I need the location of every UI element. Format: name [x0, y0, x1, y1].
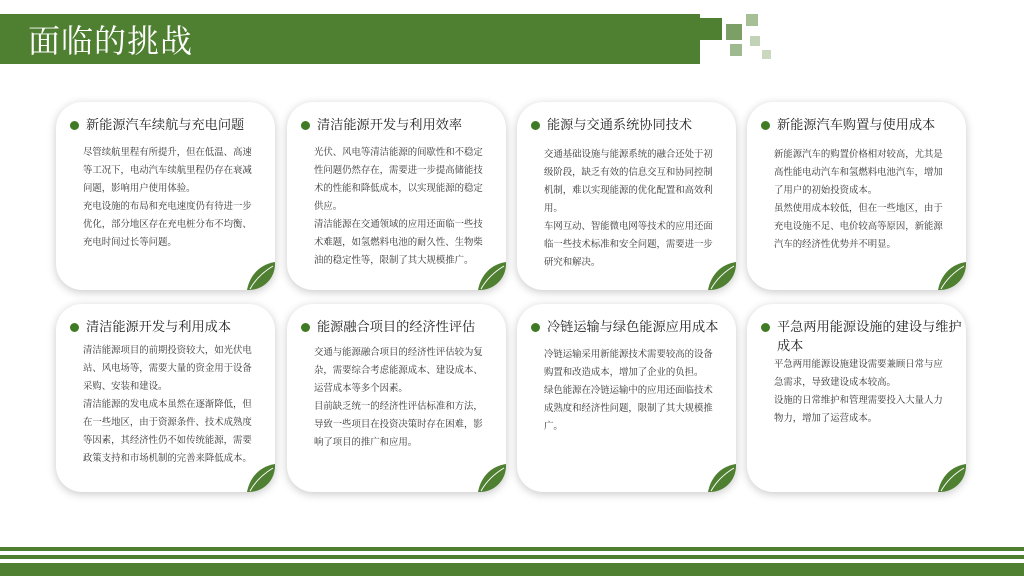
- card-paragraph: 车网互动、智能微电网等技术的应用还面临一些技术标准和安全问题，需要进一步研究和解决。: [544, 221, 713, 268]
- bullet-dot-icon: [301, 323, 310, 332]
- challenge-card: [747, 304, 966, 492]
- card-body: [83, 342, 261, 468]
- card-title: [531, 318, 736, 337]
- leaf-corner-icon: [478, 262, 506, 290]
- challenge-card: [747, 102, 966, 290]
- card-paragraph: 清洁能源在交通领域的应用还面临一些技术难题，如氢燃料电池的耐久性、生物柴油的稳定性等，限制了其大规模推广。: [314, 219, 483, 266]
- card-paragraph: 交通与能源融合项目的经济性评估较为复杂，需要综合考虑能源成本、建设成本、运营成本等多个因素。: [314, 347, 483, 394]
- card-title: [761, 116, 966, 135]
- bottom-stripe: [0, 547, 1024, 551]
- leaf-corner-icon: [938, 262, 966, 290]
- leaf-corner-icon: [938, 464, 966, 492]
- card-title-text: 清洁能源开发与利用成本: [86, 320, 232, 335]
- card-title: [70, 116, 275, 135]
- bullet-dot-icon: [761, 323, 770, 332]
- card-paragraph: 新能源汽车的购置价格相对较高，尤其是高性能电动汽车和氢燃料电池汽车，增加了用户的初始投资成本。: [774, 149, 943, 196]
- card-paragraph: 设施的日常维护和管理需要投入大量人力物力，增加了运营成本。: [774, 395, 943, 424]
- bullet-dot-icon: [531, 121, 540, 130]
- card-title: [301, 318, 506, 337]
- card-paragraph: 虽然使用成本较低，但在一些地区，由于充电设施不足、电价较高等原因，新能源汽车的经济性优势并不明显。: [774, 203, 943, 250]
- card-paragraph: 交通基础设施与能源系统的融合还处于初级阶段，缺乏有效的信息交互和协同控制机制，难以实现能源的优化配置和高效利用。: [544, 149, 713, 214]
- bullet-dot-icon: [301, 121, 310, 130]
- card-body: [83, 144, 261, 252]
- card-paragraph: 清洁能源项目的前期投资较大，如光伏电站、风电场等，需要大量的资金用于设备采购、安装和建设。: [83, 345, 252, 392]
- card-body: [314, 144, 492, 270]
- card-paragraph: 冷链运输采用新能源技术需要较高的设备购置和改造成本，增加了企业的负担。: [544, 349, 713, 378]
- decorative-squares: [700, 8, 790, 68]
- challenge-card: [287, 102, 506, 290]
- card-paragraph: 尽管续航里程有所提升，但在低温、高速等工况下，电动汽车续航里程仍存在衰减问题，影响用户使用体验。: [83, 147, 252, 194]
- bullet-dot-icon: [70, 121, 79, 130]
- card-body: [314, 344, 492, 452]
- card-paragraph: 平急两用能源设施建设需要兼顾日常与应急需求，导致建设成本较高。: [774, 359, 943, 388]
- card-body: [544, 146, 722, 272]
- card-paragraph: 清洁能源的发电成本虽然在逐渐降低，但在一些地区，由于资源条件、技术成熟度等因素，其经济性仍不如传统能源，需要政策支持和市场机制的完善来降低成本。: [83, 399, 252, 464]
- card-title: [301, 116, 506, 135]
- card-body: [774, 146, 952, 254]
- bottom-stripe: [0, 563, 1024, 576]
- card-paragraph: 绿色能源在冷链运输中的应用还面临技术成熟度和经济性问题，限制了其大规模推广。: [544, 385, 713, 432]
- card-paragraph: 光伏、风电等清洁能源的间歇性和不稳定性问题仍然存在，需要进一步提高储能技术的性能和降低成本，以实现能源的稳定供应。: [314, 147, 483, 212]
- card-title-text: 新能源汽车续航与充电问题: [86, 118, 245, 133]
- challenge-card: [517, 102, 736, 290]
- card-title: [531, 116, 736, 135]
- bullet-dot-icon: [761, 121, 770, 130]
- card-title-text: 新能源汽车购置与使用成本: [777, 118, 936, 133]
- challenge-card: [56, 102, 275, 290]
- card-body: [544, 346, 722, 436]
- page-title: 面临的挑战: [28, 22, 194, 60]
- challenge-card: [56, 304, 275, 492]
- card-title: [70, 318, 275, 337]
- card-body: [774, 356, 952, 428]
- card-title-text: 冷链运输与绿色能源应用成本: [547, 320, 719, 335]
- challenge-card: [517, 304, 736, 492]
- card-paragraph: 充电设施的布局和充电速度仍有待进一步优化，部分地区存在充电桩分布不均衡、充电时间过长等问题。: [83, 201, 252, 248]
- leaf-corner-icon: [247, 262, 275, 290]
- card-title-text: 能源融合项目的经济性评估: [317, 320, 476, 335]
- leaf-corner-icon: [708, 262, 736, 290]
- card-title-text: 能源与交通系统协同技术: [547, 118, 693, 133]
- leaf-corner-icon: [708, 464, 736, 492]
- card-title-text: 平急两用能源设施的建设与维护成本: [777, 320, 962, 354]
- card-title-text: 清洁能源开发与利用效率: [317, 118, 463, 133]
- card-paragraph: 目前缺乏统一的经济性评估标准和方法，导致一些项目在投资决策时存在困难，影响了项目的推广和应用。: [314, 401, 483, 448]
- bullet-dot-icon: [70, 323, 79, 332]
- leaf-corner-icon: [247, 464, 275, 492]
- bottom-stripe: [0, 555, 1024, 559]
- card-title: [761, 318, 966, 356]
- challenge-card: [287, 304, 506, 492]
- leaf-corner-icon: [478, 464, 506, 492]
- bullet-dot-icon: [531, 323, 540, 332]
